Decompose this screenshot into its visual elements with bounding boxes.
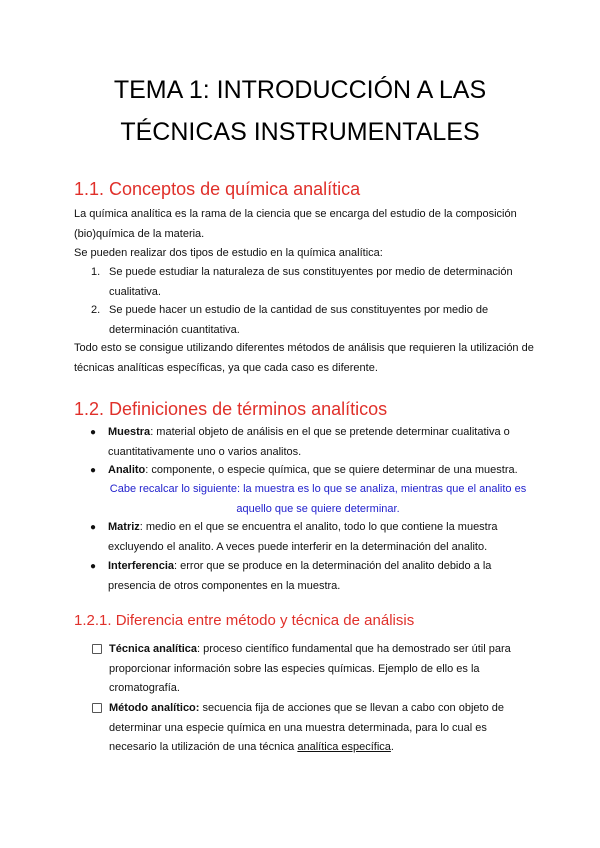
bullet-item-matriz — [90, 518, 535, 557]
list-number: 1. — [91, 266, 101, 278]
list-item-text: Se puede estudiar la naturaleza de sus constituyentes por medio de determinación cualitativa. — [109, 266, 513, 298]
title-line-1: TEMA 1: INTRODUCCIÓN A LAS — [113, 76, 487, 104]
term-label: Analito — [108, 464, 146, 476]
checkbox-icon[interactable] — [92, 644, 102, 654]
ordered-list-item — [91, 301, 531, 340]
title-line-2: TÉCNICAS INSTRUMENTALES — [120, 118, 480, 146]
term-definition: : material objeto de análisis en el que se pretende determinar cualitativa o cuantitativamente uno o varios analitos. — [108, 426, 510, 458]
checkbox-icon[interactable] — [92, 703, 102, 713]
bullet-icon: ● — [90, 561, 97, 572]
checklist-item-metodo — [92, 699, 532, 758]
term-definition: : medio en el que se encuentra el analito, todo lo que contiene la muestra excluyendo el analito. A veces puede interferir en la determinación del analito. — [108, 521, 498, 553]
paragraph-definicion: La química analítica es la rama de la ciencia que se encarga del estudio de la composición (bio)química de la materia. — [74, 208, 517, 240]
section-heading-conceptos: 1.1. Conceptos de química analítica — [74, 179, 361, 199]
sentence-end: . — [390, 741, 394, 753]
bullet-item-analito — [90, 461, 535, 481]
paragraph-resumen: Todo esto se consigue utilizando diferentes métodos de análisis que requieren la utilización de técnicas analíticas específicas, ya que cada caso es diferente. — [74, 342, 534, 374]
paragraph-tipos: Se pueden realizar dos tipos de estudio en la química analítica: — [74, 247, 383, 259]
term-definition: : componente, o especie química, que se quiere determinar de una muestra. — [145, 464, 518, 476]
bullet-item-muestra — [90, 423, 535, 462]
term-label: Método analítico: — [109, 702, 200, 714]
bullet-icon: ● — [90, 522, 97, 533]
bullet-icon: ● — [90, 427, 97, 438]
term-definition: : error que se produce en la determinación del analito debido a la presencia de otros componentes en la muestra. — [108, 560, 492, 592]
term-definition: : proceso científico fundamental que ha demostrado ser útil para proporcionar información sobre las especies químicas. Ejemplo de ello es la cromatografía. — [109, 643, 511, 694]
bullet-item-interferencia — [90, 557, 535, 596]
subsection-heading-diferencia: 1.2.1. Diferencia entre método y técnica de análisis — [74, 612, 415, 629]
term-label: Técnica analítica — [109, 643, 198, 655]
list-item-text: Se puede hacer un estudio de la cantidad de sus constituyentes por medio de determinación cuantitativa. — [109, 304, 489, 336]
list-number: 2. — [91, 304, 101, 316]
term-label: Muestra — [108, 426, 151, 438]
ordered-list-item — [91, 263, 531, 302]
checklist-item-tecnica — [92, 640, 532, 699]
term-label: Matriz — [108, 521, 140, 533]
bullet-icon: ● — [90, 465, 97, 476]
highlight-note: Cabe recalcar lo siguiente: la muestra es lo que se analiza, mientras que el analito es aquello que se quiere determinar. — [109, 483, 527, 515]
term-label: Interferencia — [108, 560, 175, 572]
term-definition: secuencia fija de acciones que se llevan a cabo con objeto de determinar una especie química en una muestra determinada, para lo cual es necesario la utilización de una técnica — [109, 702, 504, 753]
section-heading-definiciones: 1.2. Definiciones de términos analíticos — [74, 399, 388, 419]
underlined-phrase: analítica específica — [297, 741, 391, 753]
